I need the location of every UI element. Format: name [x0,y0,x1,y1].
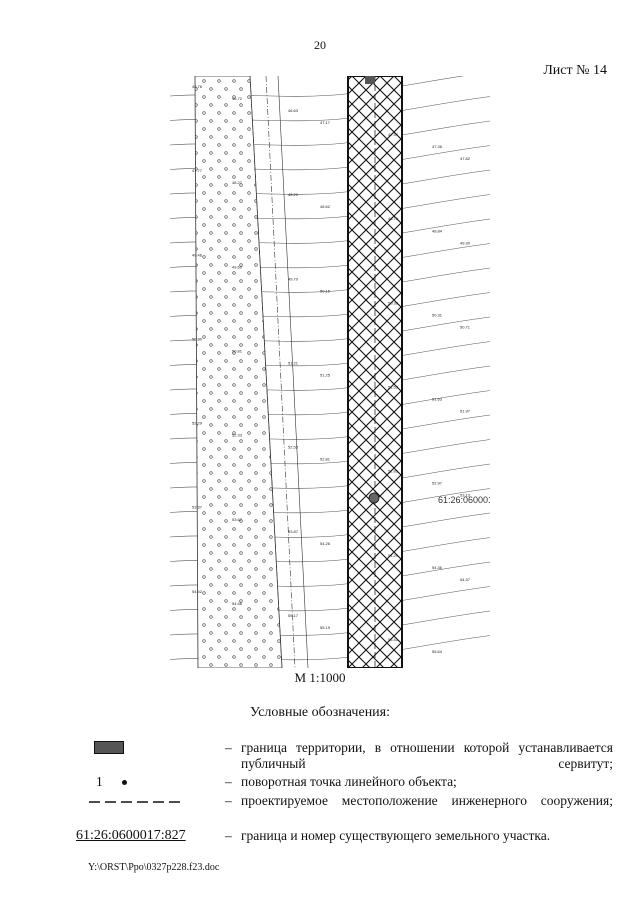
elevation-label: 55.64 [432,649,443,654]
servitude-territory-strip [348,76,402,668]
elevation-label: 55.41 [388,637,399,642]
servitude-start-marker [365,76,375,84]
gray-fill-swatch [94,741,124,754]
elevation-label: 48.70 [388,216,399,222]
elevation-label: 51.97 [460,408,471,414]
elevation-label: 54.36 [432,564,443,570]
road-boundary-line [278,76,308,668]
elevation-label: 50.15 [320,288,331,294]
legend-text: граница территории, в отношении которой устанавливается публичный сервитут; [241,740,613,771]
elevation-label: 49.30 [460,240,471,246]
dotted-road-strip [195,76,282,668]
elevation-label: 54.42 [192,588,203,594]
legend-dash: – [225,828,232,843]
elevation-label: 50.81 [232,348,243,354]
elevation-label: 48.62 [320,204,331,210]
elevation-label: 54.26 [320,540,331,546]
elevation-label: 46.76 [192,84,203,89]
legend-text: поворотная точка линейного объекта; [241,774,457,789]
point-number-label: 1 [96,774,103,789]
elevation-label: 52.97 [432,480,443,486]
elevation-label: 52.29 [192,420,203,426]
elevation-label: 52.53 [288,444,299,450]
elevation-label: 53.87 [288,528,299,534]
elevation-label: 51.25 [320,372,331,378]
elevation-label: 47.77 [192,168,203,174]
elevation-label: 51.21 [288,360,299,366]
legend-text: проектируемое местоположение инженерного сооружения; [241,793,613,808]
site-plan-map [170,76,490,668]
elevation-label: 54.29 [388,552,399,558]
legend-symbol-dashed-line [85,793,225,811]
elevation-label: 53.13 [460,492,471,498]
elevation-label: 47.82 [460,156,471,162]
point-dot-icon [122,780,127,785]
elevation-label: 48.20 [288,192,299,198]
legend-item-turning-point [85,774,613,792]
parcel-number-sample: 61:26:0600017:827 [76,828,186,843]
elevation-label: 46.72 [232,96,243,101]
turning-point-marker [369,493,379,503]
elevation-label: 48.84 [432,228,443,234]
legend-item-land-parcel [76,828,613,846]
elevation-label: 53.37 [192,504,203,510]
elevation-label: 53.67 [232,516,243,522]
sheet-title: Лист № 14 [543,63,607,78]
elevation-label: 52.85 [388,468,399,474]
map-scale: М 1:1000 [294,670,346,685]
page-number: 20 [314,38,326,52]
elevation-label: 49.60 [232,264,243,270]
legend-item-engineering-structure [85,793,613,827]
elevation-label: 51.53 [388,384,399,390]
legend-dash: – [225,774,232,789]
site-plan-drawing [170,76,490,668]
dashed-line-icon [87,796,187,808]
elevation-label: 47.17 [320,120,331,126]
elevation-label: 50.71 [460,324,471,330]
elevation-label: 50.31 [432,312,443,318]
elevation-label: 50.38 [388,300,399,306]
elevation-label: 51.63 [432,396,443,402]
legend-text: граница и номер существующего земельного участка. [241,828,551,843]
legend-dash: – [225,740,232,755]
elevation-label: 47.34 [388,132,399,138]
legend-dash: – [225,793,232,808]
elevation-label: 54.56 [232,600,243,606]
elevation-label: 52.81 [320,456,331,462]
elevation-label: 55.17 [288,612,299,618]
elevation-label: 46.63 [288,108,299,113]
elevation-label: 54.37 [460,576,471,582]
legend-symbol-parcel [76,828,225,846]
elevation-label: 52.33 [232,432,243,438]
legend-symbol-point [85,774,225,792]
elevation-label: 48.27 [232,180,243,186]
parcel-number-label: 61:26:06000 [438,495,489,505]
file-path-footer: Y:\ORST\Ppo\0327p228.f23.doc [88,862,220,873]
elevation-label: 55.19 [320,624,331,630]
elevation-label: 49.46 [192,252,203,258]
legend-item-servitude-boundary [85,740,613,774]
legend-title: Условные обозначения: [249,705,391,720]
elevation-label: 47.36 [432,144,443,150]
elevation-label: 50.80 [192,336,203,342]
legend-symbol-servitude [85,740,225,758]
elevation-label: 49.70 [288,276,299,282]
